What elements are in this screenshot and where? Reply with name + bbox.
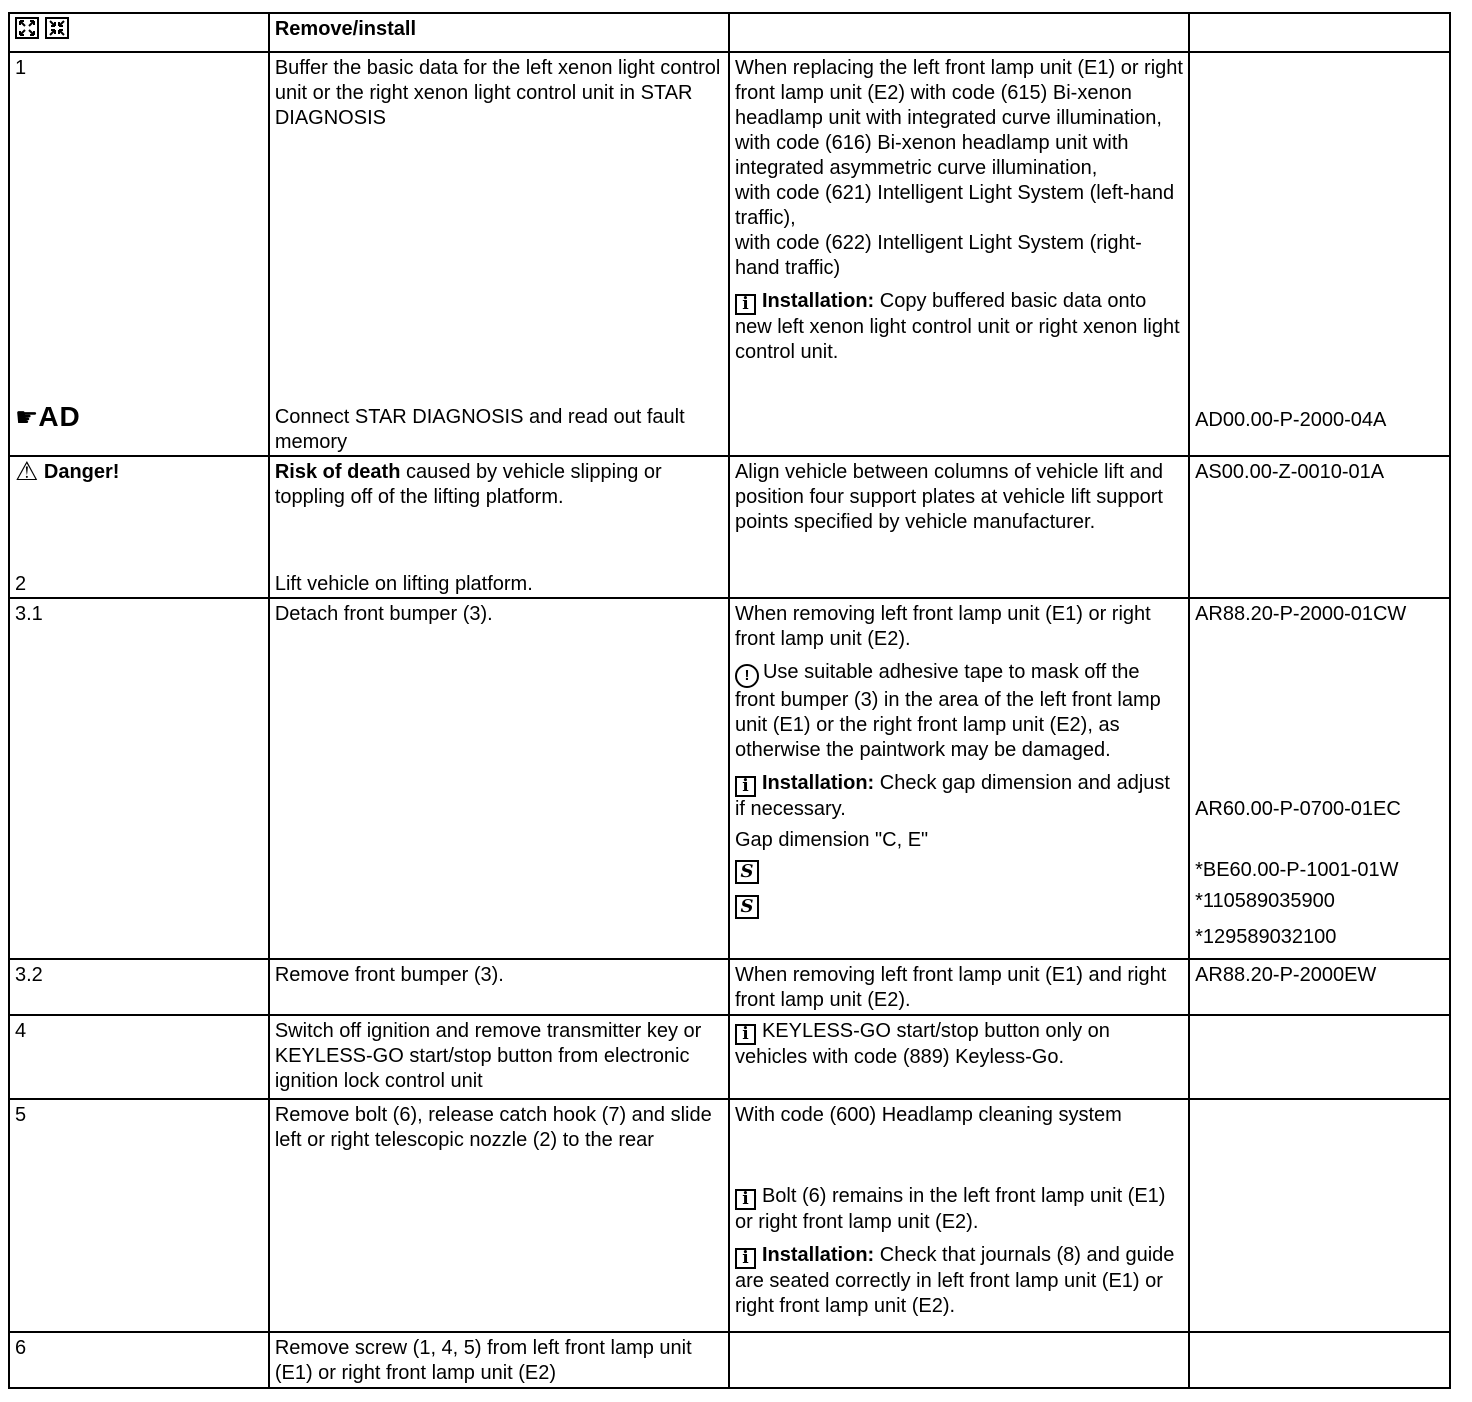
note-text: KEYLESS-GO start/stop button only on vehicles with code (889) Keyless-Go.: [734, 1020, 1110, 1068]
danger-label: Danger!: [43, 461, 120, 483]
step-number: 4: [9, 1015, 269, 1099]
header-icons-cell: [9, 13, 269, 52]
step-number: 2: [15, 573, 27, 595]
ref-cell-1: [1189, 52, 1450, 456]
step-number: 1: [15, 57, 27, 79]
header-row: [9, 13, 1450, 52]
action-text: Lift vehicle on lifting platform.: [274, 573, 533, 595]
installation-label: Installation:: [761, 1244, 875, 1266]
info-icon: i: [735, 1248, 756, 1269]
reference-link[interactable]: AR88.20-P-2000-01CW: [1195, 603, 1407, 625]
ref-cell-2[interactable]: AS00.00-Z-0010-01A: [1189, 456, 1450, 598]
note-cell-6: [729, 1332, 1189, 1388]
tool-number[interactable]: *129589032100: [1195, 926, 1337, 948]
note-text: When removing left front lamp unit (E1) or right front lamp unit (E2).: [734, 603, 1151, 650]
installation-text: Check gap dimension and adjust if necessary.: [734, 772, 1170, 820]
action-text: Remove bolt (6), release catch hook (7) and slide left or right telescopic nozzle (2) to the rear: [269, 1099, 729, 1332]
special-tool-icon: S: [735, 895, 759, 919]
installation-note: [735, 771, 1183, 822]
ad-action: Connect STAR DIAGNOSIS and read out fault memory: [274, 406, 685, 453]
header-col3: [729, 13, 1189, 52]
step-cell-2: [9, 456, 269, 598]
tool-number[interactable]: *110589035900: [1195, 890, 1335, 912]
installation-label: Installation:: [761, 772, 875, 794]
note-cell-2: Align vehicle between columns of vehicle lift and position four support plates at vehicle lift support points specified by vehicle manufacturer.: [729, 456, 1189, 598]
step-cell-1: [9, 52, 269, 456]
paint-note: [735, 660, 1183, 763]
bolt-note-text: Bolt (6) remains in the left front lamp unit (E1) or right front lamp unit (E2).: [734, 1185, 1166, 1233]
risk-label: Risk of death: [274, 461, 401, 483]
ref-cell-6: [1189, 1332, 1450, 1388]
bolt-note: [735, 1184, 1183, 1235]
step-number: 3.2: [9, 959, 269, 1015]
installation-text: Check that journals (8) and guide are seated correctly in left front lamp unit (E1) or right front lamp unit (E2).: [734, 1244, 1175, 1317]
step-row-2: [9, 456, 1450, 598]
note-line: When replacing the left front lamp unit (E1) or right front lamp unit (E2) with code (615) Bi-xenon headlamp unit with integrated curve illumination,: [734, 57, 1183, 129]
info-icon: i: [735, 1189, 756, 1210]
note-line: with code (616) Bi-xenon headlamp unit with integrated asymmetric curve illumination,: [734, 132, 1129, 179]
installation-label: Installation:: [761, 290, 875, 312]
installation-text: Copy buffered basic data onto new left xenon light control unit or right xenon light control unit.: [734, 290, 1180, 363]
reference-link[interactable]: *BE60.00-P-1001-01W: [1195, 859, 1399, 881]
action-text: Remove front bumper (3).: [269, 959, 729, 1015]
action-cell-1: [269, 52, 729, 456]
reference-link[interactable]: AR60.00-P-0700-01EC: [1195, 798, 1401, 820]
ref-cell-4: [1189, 1015, 1450, 1099]
step-number: 5: [9, 1099, 269, 1332]
step-row-5: [9, 1099, 1450, 1332]
step-row-4: [9, 1015, 1450, 1099]
risk-text: caused by vehicle slipping or toppling off of the lifting platform.: [274, 461, 662, 508]
ref-cell-3-1: [1189, 598, 1450, 959]
header-col4: [1189, 13, 1450, 52]
installation-note: [735, 1243, 1183, 1319]
note-cell-1: [729, 52, 1189, 456]
info-icon: i: [735, 776, 756, 797]
paint-note-text: Use suitable adhesive tape to mask off the front bumper (3) in the area of the left front lamp unit (E1) or the right front lamp unit (E2), as otherwise the paintwork may be damaged.: [734, 661, 1161, 761]
action-text: Buffer the basic data for the left xenon light control unit or the right xenon light control unit in STAR DIAGNOSIS: [274, 57, 721, 129]
info-icon: i: [735, 1024, 756, 1045]
info-icon: i: [735, 294, 756, 315]
action-text: Switch off ignition and remove transmitter key or KEYLESS-GO start/stop button from electronic ignition lock control unit: [269, 1015, 729, 1099]
ad-label: AD: [38, 401, 81, 432]
collapse-icon[interactable]: [45, 17, 69, 39]
expand-icon[interactable]: [15, 17, 39, 39]
note-line: with code (621) Intelligent Light System (left-hand traffic),: [734, 182, 1175, 229]
note-line: with code (622) Intelligent Light System (right-hand traffic): [734, 232, 1142, 279]
step-row-1: [9, 52, 1450, 456]
note-cell-4: [729, 1015, 1189, 1099]
warning-triangle-icon: ⚠: [15, 457, 39, 487]
action-text: Remove screw (1, 4, 5) from left front lamp unit (E1) or right front lamp unit (E2): [269, 1332, 729, 1388]
ad-reference[interactable]: AD00.00-P-2000-04A: [1195, 409, 1387, 431]
note-cell-3-1: [729, 598, 1189, 959]
note-cell-5: [729, 1099, 1189, 1332]
note-text: When removing left front lamp unit (E1) and right front lamp unit (E2).: [729, 959, 1189, 1015]
step-number: 3.1: [9, 598, 269, 959]
special-tool-icon: S: [735, 860, 759, 884]
pointing-hand-icon: ☛: [15, 403, 39, 433]
step-row-3-2: [9, 959, 1450, 1015]
step-number: 6: [9, 1332, 269, 1388]
note-text: With code (600) Headlamp cleaning system: [734, 1104, 1122, 1126]
gap-dimension: Gap dimension "C, E": [734, 829, 929, 851]
header-remove-install: Remove/install: [269, 13, 729, 52]
installation-note: [735, 289, 1183, 365]
step-row-3-1: [9, 598, 1450, 959]
note-icon: !: [735, 664, 759, 688]
step-row-6: [9, 1332, 1450, 1388]
procedure-table: [8, 12, 1451, 1389]
ref-cell-5: [1189, 1099, 1450, 1332]
action-text: Detach front bumper (3).: [269, 598, 729, 959]
action-cell-2: [269, 456, 729, 598]
reference-link[interactable]: AR88.20-P-2000EW: [1189, 959, 1450, 1015]
